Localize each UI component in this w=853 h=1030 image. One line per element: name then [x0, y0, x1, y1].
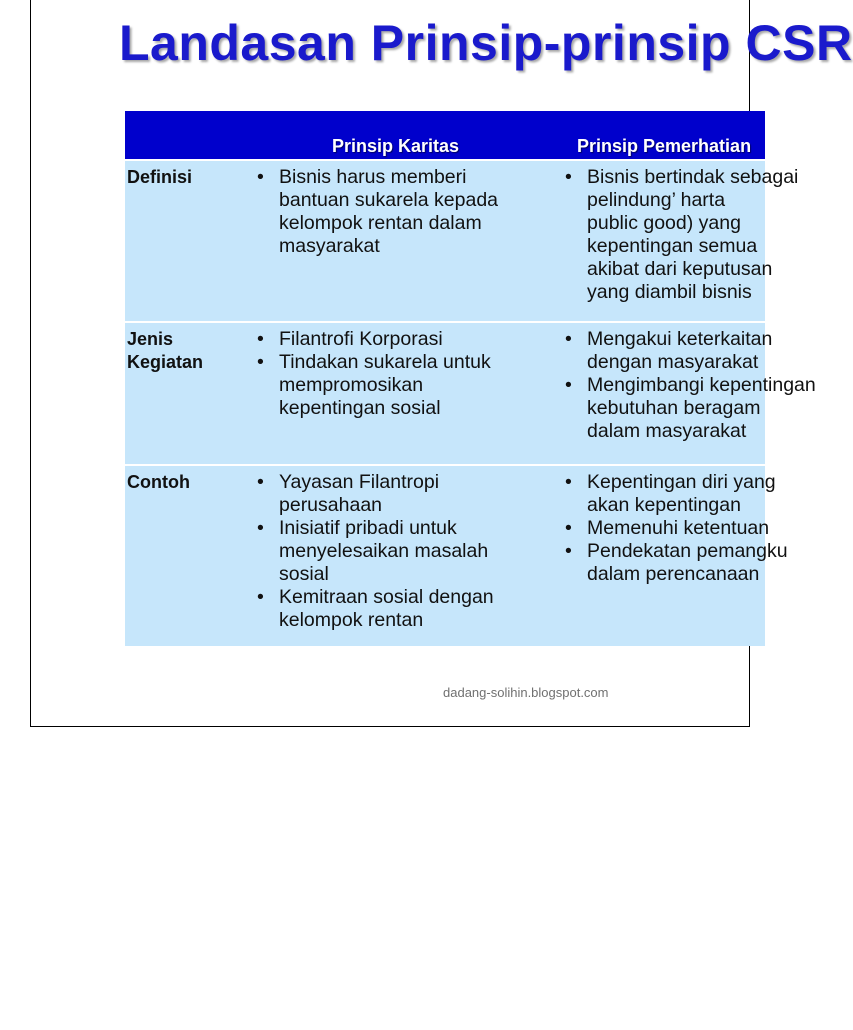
footer-source: dadang-solihin.blogspot.com — [443, 685, 609, 700]
table-row-jenis-kegiatan — [125, 321, 816, 464]
row-label: Contoh — [127, 472, 190, 492]
bullet-item: • Tindakan sukarela untuk mempromosikan kepentingan sosial — [255, 351, 535, 420]
comparison-table — [125, 111, 816, 646]
table-row-contoh — [125, 464, 788, 646]
table-header — [125, 111, 765, 159]
bullet-item: • Filantrofi Korporasi — [255, 328, 535, 351]
bullet-item: • Kepentingan diri yang akan kepentingan — [563, 471, 823, 517]
pemerhatian-cell — [563, 471, 823, 586]
bullet-item: • Inisiatif pribadi untuk menyelesaikan masalah sosial — [255, 517, 535, 586]
pemerhatian-cell — [563, 328, 823, 443]
header-prinsip-pemerhatian: Prinsip Pemerhatian — [577, 136, 752, 156]
bullet-item: • Bisnis bertindak sebagai pelindung’ harta public good) yang kepentingan semua akibat dari keputusan yang diambil bisnis — [563, 166, 823, 304]
header-prinsip-karitas: Prinsip Karitas — [332, 136, 460, 156]
slide-title: Landasan Prinsip-prinsip CSR — [119, 15, 853, 71]
bullet-item: • Mengimbangi kepentingan kebutuhan beragam dalam masyarakat — [563, 374, 823, 443]
bullet-item: • Pendekatan pemangku dalam perencanaan — [563, 540, 823, 586]
table-row-definisi — [125, 159, 799, 321]
karitas-cell — [255, 471, 535, 632]
bullet-item: • Kemitraan sosial dengan kelompok rentan — [255, 586, 535, 632]
bullet-item: • Mengakui keterkaitan dengan masyarakat — [563, 328, 823, 374]
bullet-item: • Memenuhi ketentuan — [563, 517, 823, 540]
row-label: Jenis Kegiatan — [127, 329, 204, 372]
karitas-cell — [255, 166, 535, 258]
karitas-cell — [255, 328, 535, 420]
pemerhatian-cell — [563, 166, 823, 304]
bullet-item: • Bisnis harus memberi bantuan sukarela kepada kelompok rentan dalam masyarakat — [255, 166, 535, 258]
bullet-item: • Yayasan Filantropi perusahaan — [255, 471, 535, 517]
slide — [30, 0, 853, 727]
row-label: Definisi — [127, 167, 193, 187]
